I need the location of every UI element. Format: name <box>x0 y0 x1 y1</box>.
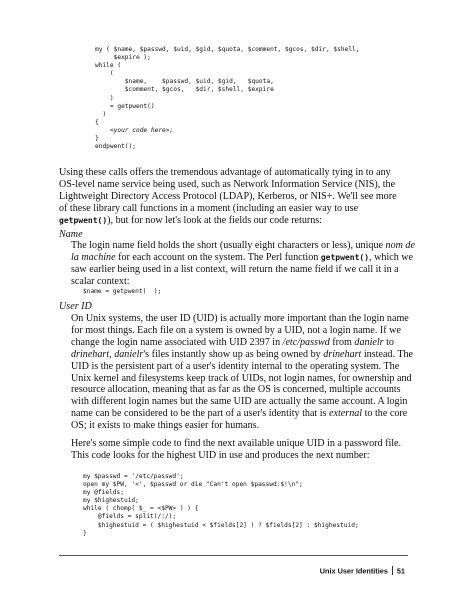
code-line: my ( $name, $passwd, $uid, $gid, $quota, $comment, $gcos, $dir, $shell, <box>95 46 360 53</box>
code-line: ) <box>95 110 107 118</box>
code-block-scalar-getpwent: $name = getpwent( ); <box>83 288 162 295</box>
code-placeholder: <your code here>; <box>109 126 174 134</box>
term-user-id-heading: User ID <box>59 301 92 312</box>
intro-paragraph: Using these calls offers the tremendous advantage of automatically tying in to any OS-level name service being used, such as Network Information Service (NIS), the Lightweight Directory Access Protocol (LDAP), Kerberos, or NIS+. We'll see more of these library call functions in a moment (including an easier way to use getpwent()), but for now let's look at the fields our code returns: <box>59 167 397 226</box>
code-line: my $highestuid; <box>83 497 139 505</box>
user-id-description: On Unix systems, the user ID (UID) is actually more important than the login name for most things. Each file on a system is owned by a UID, not a login name. If we change the login name associated with UID 2397 in /etc/passwd from danielr to drinehart, danielr's files instantly show up as being owned by drinehart instead. The UID is the persistent part of a user's identity internal to the operating system. The Unix kernel and filesystems keep track of UIDs, not login names, for ownership and resource allocation, meaning that as far as the OS is concerned, multiple accounts with different login names but the same UID are actually the same account. A login name can be considered to be the part of a user's identity that is external to the core OS; it exists to make things easier for humans. Here's some simple code to find the next available unique UID in a password file. This code looks for the highest UID in use and produces the next number: <box>59 313 418 462</box>
code-line: my $passwd = '/etc/passwd'; <box>83 473 184 480</box>
footer-section-title: Unix User Identities <box>319 566 388 576</box>
code-line: $highestuid = ( $highestuid < $fields[2] ) ? $fields[2] : $highestuid; <box>83 521 359 529</box>
term-name-heading: Name <box>59 229 83 240</box>
page-footer <box>320 566 405 576</box>
code-line: } <box>83 529 87 537</box>
code-line: while ( <box>95 62 122 70</box>
code-block-highest-uid <box>83 473 359 538</box>
code-line: = getpwent() <box>95 102 155 110</box>
inline-code: getpwent() <box>59 215 108 225</box>
code-line: my @fields; <box>83 489 124 497</box>
footer-divider <box>59 555 408 556</box>
inline-code: getpwent() <box>320 252 370 262</box>
code-line: } <box>95 135 99 143</box>
uid-code-intro: Here's some simple code to find the next available unique UID in a password file. This code looks for the highest UID in use and produces the next number: <box>71 438 402 461</box>
code-line: @fields = split(/:/); <box>83 513 177 521</box>
code-block-getpwent-loop <box>95 46 360 151</box>
code-line: while ( chomp( $_ = <$PW> ) ) { <box>83 505 199 513</box>
code-line: endpwent(); <box>95 143 136 151</box>
code-line: open my $PW, '<', $passwd or die "Can't open $passwd:$!\n"; <box>83 481 303 489</box>
footer-separator <box>392 566 393 575</box>
code-line: ( <box>95 70 114 78</box>
page-number: 51 <box>396 566 405 576</box>
code-line: ) <box>95 94 114 102</box>
code-line: $comment, $gcos, $dir, $shell, $expire <box>95 86 274 94</box>
code-line: $name, $passwd, $uid, $gid, $quota, <box>95 78 274 86</box>
name-field-description: The login name field holds the short (usually eight characters or less), unique nom de la machine for each account on the system. The Perl function getpwent(), which we saw earlier being used in a list context, will return the name field if we call it in a scalar context: <box>71 240 415 287</box>
code-line: { <box>95 118 99 126</box>
code-line: $expire ); <box>95 54 151 62</box>
